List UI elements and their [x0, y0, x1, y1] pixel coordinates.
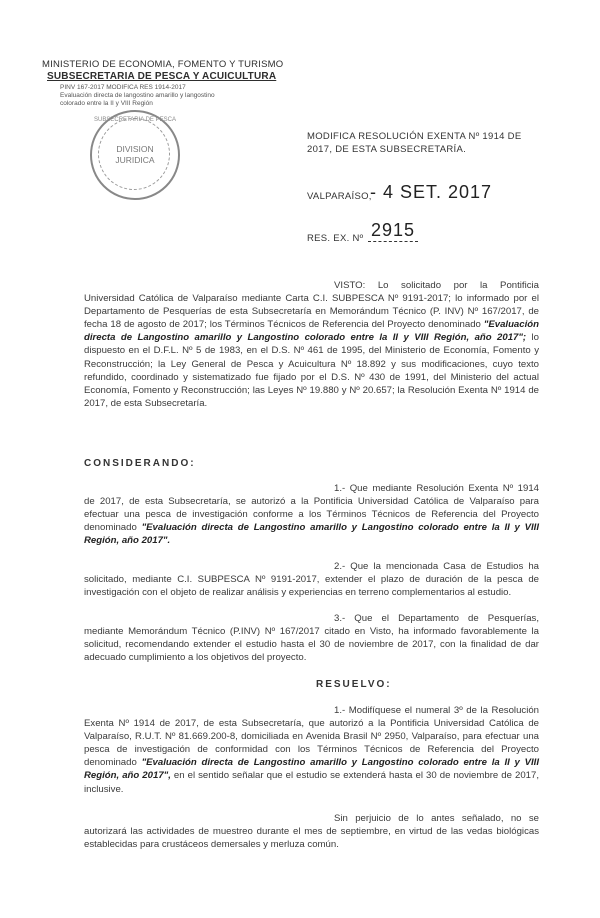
- reference-line: Evaluación directa de langostino amarillo y langostino: [60, 92, 215, 99]
- considerando-2: [84, 560, 539, 599]
- reference-block: [60, 84, 215, 108]
- considerando-2-text: 2.- Que la mencionada Casa de Estudios ha solicitado, mediante C.I. SUBPESCA Nº 9191-2017, extender el plazo de duración de la pesca de investigación con el objeto de realizar análisis y experiencias en terreno complementarios al estudio.: [84, 561, 539, 599]
- stamp-ring-text: SUBSECRETARIA DE PESCA: [94, 117, 176, 123]
- stamp-center-text: [92, 144, 178, 166]
- subject-block: [307, 130, 521, 156]
- visto-paragraph: [84, 279, 539, 410]
- resuelvo-1-text: 1.- Modifíquese el numeral 3º de la Resolución Exenta Nº 1914 de 2017, de esta Subsecretaría, que autorizó a la Pontificia Universidad Católica de Valparaíso, R.U.T. Nº 81.669.200-8, domiciliada en Avenida Brasil Nº 2950, Valparaíso, para efectuar una pesca de investigación de conformidad con los Términos Técnicos de Referencia del Proyecto denominado: [84, 705, 539, 769]
- official-stamp: [90, 110, 180, 200]
- considerando-1: [84, 482, 539, 547]
- resuelvo-1: [84, 704, 539, 796]
- visto-text-rest: lo dispuesto en el D.F.L. Nº 5 de 1983, en el D.S. Nº 461 de 1995, del Ministerio de Economía, Fomento y Reconstrucción; la Ley General de Pesca y Acuicultura Nº 18.892 y sus modificaciones, cuyo texto refundido, coordinado y sistematizado fue fijado por el D.S. Nº 430 de 1991, del Ministerio del actual Economía, Fomento y Reconstrucción; las Leyes Nº 19.880 y Nº 20.657; la Resolución Exenta Nº 1914 de 2017, de esta Subsecretaría.: [84, 332, 539, 409]
- visto-text: VISTO: Lo solicitado por la Pontificia Universidad Católica de Valparaíso mediante Carta C.I. SUBPESCA Nº 9191-2017; lo informado por el Departamento de Pesquerías de esta Subsecretaría en Memorándum Técnico (P. INV) Nº 167/2017, de fecha 18 de agosto de 2017; los Términos Técnicos de Referencia del Proyecto denominado: [84, 280, 539, 331]
- considerando-1-text: 1.- Que mediante Resolución Exenta Nº 1914 de 2017, de esta Subsecretaría, se autorizó a la Pontificia Universidad Católica de Valparaíso para efectuar una pesca de investigación conforme a los Términos Técnicos de Referencia del Proyecto denominado: [84, 483, 539, 534]
- place-label: VALPARAÍSO,: [307, 191, 372, 202]
- project-title: "Evaluación directa de Langostino amarillo y Langostino colorado entre la II y VIII Región, año 2017",: [84, 757, 540, 782]
- stamp-line: DIVISION: [116, 144, 154, 154]
- considerando-3-text: 3.- Que el Departamento de Pesquerías, mediante Memorándum Técnico (P.INV) Nº 167/2017 citado en Visto, ha informado favorablemente la solicitud, recomendando extender el estudio hasta el 30 de noviembre de 2017, con la finalidad de dar adecuado cumplimiento a los objetivos del proyecto.: [84, 613, 539, 664]
- res-number-label: RES. EX. Nº: [307, 233, 364, 244]
- reference-line: PINV 167-2017 MODIFICA RES 1914-2017: [60, 84, 186, 91]
- subject-line: 2017, DE ESTA SUBSECRETARÍA.: [307, 144, 467, 155]
- subsecretaria-name: SUBSECRETARIA DE PESCA Y ACUICULTURA: [47, 71, 277, 82]
- resuelvo-1-text-rest: en el sentido señalar que el estudio se extenderá hasta el 30 de noviembre de 2017, inclusive.: [84, 770, 539, 795]
- stamp-line: JURIDICA: [115, 155, 155, 165]
- considerando-heading: CONSIDERANDO:: [84, 458, 196, 469]
- resuelvo-2: [84, 812, 539, 851]
- reference-line: colorado entre la II y VIII Región: [60, 100, 153, 107]
- res-number-value: 2915: [368, 220, 418, 242]
- considerando-3: [84, 612, 539, 664]
- resuelvo-heading: RESUELVO:: [316, 679, 392, 690]
- resuelvo-2-text: Sin perjuicio de lo antes señalado, no se autorizará las actividades de muestreo durante el mes de septiembre, en virtud de las vedas biológicas establecidas para crustáceos demersales y merluza común.: [84, 813, 539, 851]
- project-title: "Evaluación directa de Langostino amarillo y Langostino colorado entre la II y VIII Región, año 2017".: [84, 522, 540, 547]
- project-title: "Evaluación directa de Langostino amarillo y Langostino colorado entre la II y VIII Región, año 2017";: [84, 319, 539, 344]
- subject-line: MODIFICA RESOLUCIÓN EXENTA Nº 1914 DE: [307, 131, 522, 142]
- ministry-name: MINISTERIO DE ECONOMIA, FOMENTO Y TURISMO: [42, 59, 284, 70]
- date-stamp: - 4 SET. 2017: [370, 182, 493, 202]
